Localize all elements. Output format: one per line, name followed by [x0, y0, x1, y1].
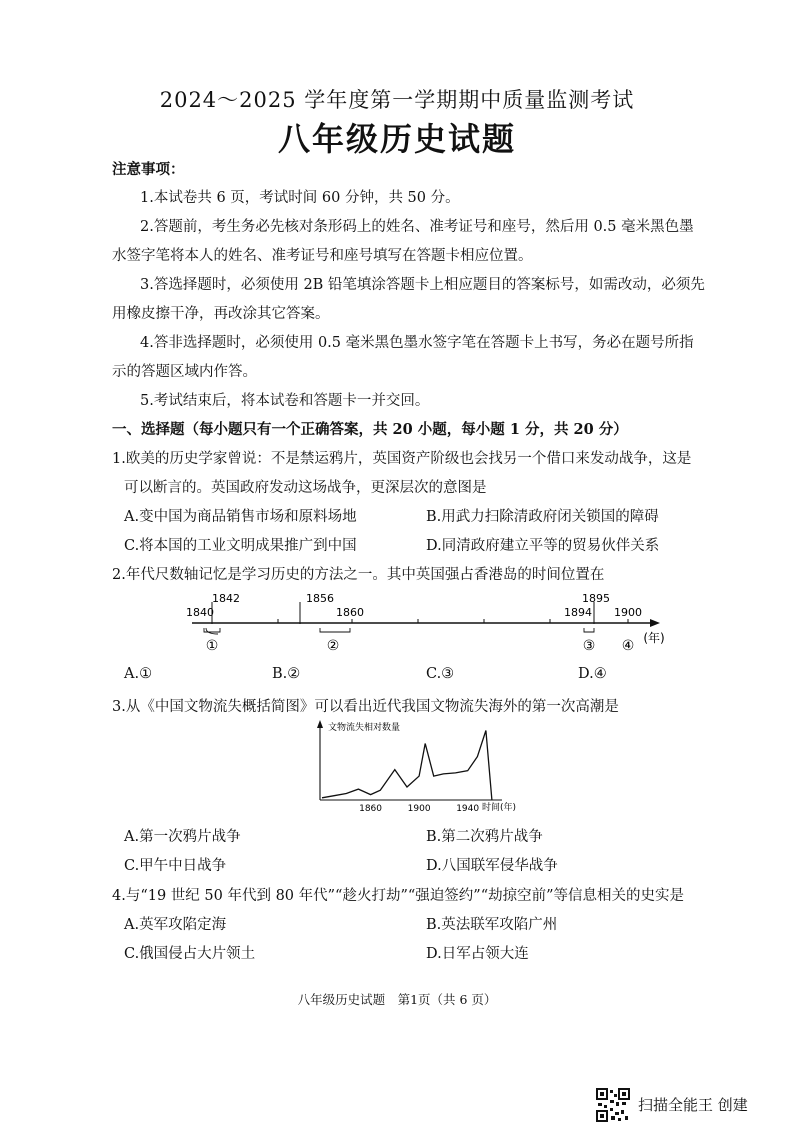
year-1840: 1840	[186, 606, 214, 619]
exam-title: 2024～2025 学年度第一学期期中质量监测考试	[159, 88, 635, 112]
subject-title: 八年级历史试题	[277, 120, 516, 158]
q3-stem: 3.从《中国文物流失概括简图》可以看出近代我国文物流失海外的第一次高潮是	[112, 699, 619, 715]
chart-y-arrow	[317, 720, 323, 728]
q2-option-b: B.②	[272, 666, 301, 682]
q4-option-c: C.俄国侵占大片领土	[124, 946, 256, 962]
notice-item-5: 5.考试结束后，将本试卷和答题卡一并交回。	[140, 393, 430, 409]
notice-item-3-line1: 3.答选择题时，必须使用 2B 铅笔填涂答题卡上相应题目的答案标号，如需改动，必须先	[140, 277, 705, 293]
notice-item-2-line2: 水签字笔将本人的姓名、准考证号和座号填写在答题卡相应位置。	[112, 248, 533, 264]
marker-1: ①	[205, 638, 219, 654]
notice-item-2-line1: 2.答题前，考生务必先核对条形码上的姓名、准考证号和座号，然后用 0.5 毫米黑色墨	[140, 219, 694, 235]
q2-option-a: A.①	[124, 666, 153, 682]
marker-2: ②	[326, 638, 340, 654]
q2-option-d: D.④	[578, 666, 607, 682]
chart-series-line	[322, 731, 492, 801]
notice-item-3-line2: 用橡皮擦干净，再改涂其它答案。	[112, 306, 330, 322]
page-footer: 八年级历史试题 第1页（共 6 页）	[297, 992, 497, 1007]
q1-stem-line2: 可以断言的。英国政府发动这场战争，更深层次的意图是	[124, 480, 487, 496]
q4-stem: 4.与“19 世纪 50 年代到 80 年代”“趁火打劫”“强迫签约”“劫掠空前”等信息相关的史实是	[112, 888, 685, 904]
timeline-unit: (年)	[643, 631, 665, 645]
year-1900: 1900	[614, 606, 642, 619]
chart-x-tick-label: 1900	[407, 804, 431, 814]
section-heading: 一、选择题（每小题只有一个正确答案，共 20 小题，每小题 1 分，共 20 分）	[112, 421, 628, 438]
notice-item-1: 1.本试卷共 6 页，考试时间 60 分钟，共 50 分。	[140, 190, 460, 206]
marker-4: ④	[621, 638, 635, 654]
scanner-watermark	[596, 1092, 776, 1128]
chart-x-tick-label: 1860	[359, 804, 383, 814]
year-1860: 1860	[336, 606, 364, 619]
notice-heading: 注意事项：	[112, 161, 185, 178]
q3-option-c: C.甲午中日战争	[124, 858, 227, 874]
notice-item-4-line1: 4.答非选择题时，必须使用 0.5 毫米黑色墨水签字笔在答题卡上书写，务必在题号所指	[140, 335, 694, 351]
q4-option-b: B.英法联军攻陷广州	[426, 917, 558, 933]
q4-option-a: A.英军攻陷定海	[124, 917, 227, 933]
notice-item-4-line2: 示的答题区域内作答。	[112, 364, 257, 380]
artifact-loss-chart	[310, 718, 550, 814]
timeline-brackets	[212, 602, 594, 624]
q1-option-d: D.同清政府建立平等的贸易伙伴关系	[426, 538, 660, 554]
q1-option-b: B.用武力扫除清政府闭关锁国的障碍	[426, 509, 659, 525]
chart-x-tick-label: 1940	[456, 804, 480, 814]
bracket-3	[584, 628, 594, 632]
marker-3: ③	[582, 638, 596, 654]
q1-option-a: A.变中国为商品销售市场和原料场地	[124, 509, 357, 525]
bracket-1	[204, 628, 220, 634]
year-1895: 1895	[582, 592, 610, 605]
q3-option-d: D.八国联军侵华战争	[426, 858, 558, 874]
chart-x-label: 时间(年)	[482, 803, 517, 813]
qr-code-icon	[596, 1088, 630, 1122]
scanner-brand-text: 扫描全能王 创建	[638, 1096, 748, 1114]
year-1856: 1856	[306, 592, 334, 605]
q3-option-a: A.第一次鸦片战争	[124, 829, 241, 845]
chart-y-label: 文物流失相对数量	[328, 723, 401, 733]
q4-option-d: D.日军占领大连	[426, 946, 529, 962]
q3-option-b: B.第二次鸦片战争	[426, 829, 543, 845]
q2-stem: 2.年代尺数轴记忆是学习历史的方法之一。其中英国强占香港岛的时间位置在	[112, 567, 605, 583]
year-1894: 1894	[564, 606, 592, 619]
q2-option-c: C.③	[426, 666, 455, 682]
q2-timeline	[180, 588, 680, 660]
timeline-arrow	[650, 619, 660, 627]
q1-option-c: C.将本国的工业文明成果推广到中国	[124, 538, 357, 554]
chart-x-ticks	[359, 804, 479, 814]
year-1842: 1842	[212, 592, 240, 605]
q1-stem-line1: 1.欧美的历史学家曾说：不是禁运鸦片，英国资产阶级也会找另一个借口来发动战争，这是	[112, 451, 692, 467]
bracket-2	[320, 628, 350, 632]
